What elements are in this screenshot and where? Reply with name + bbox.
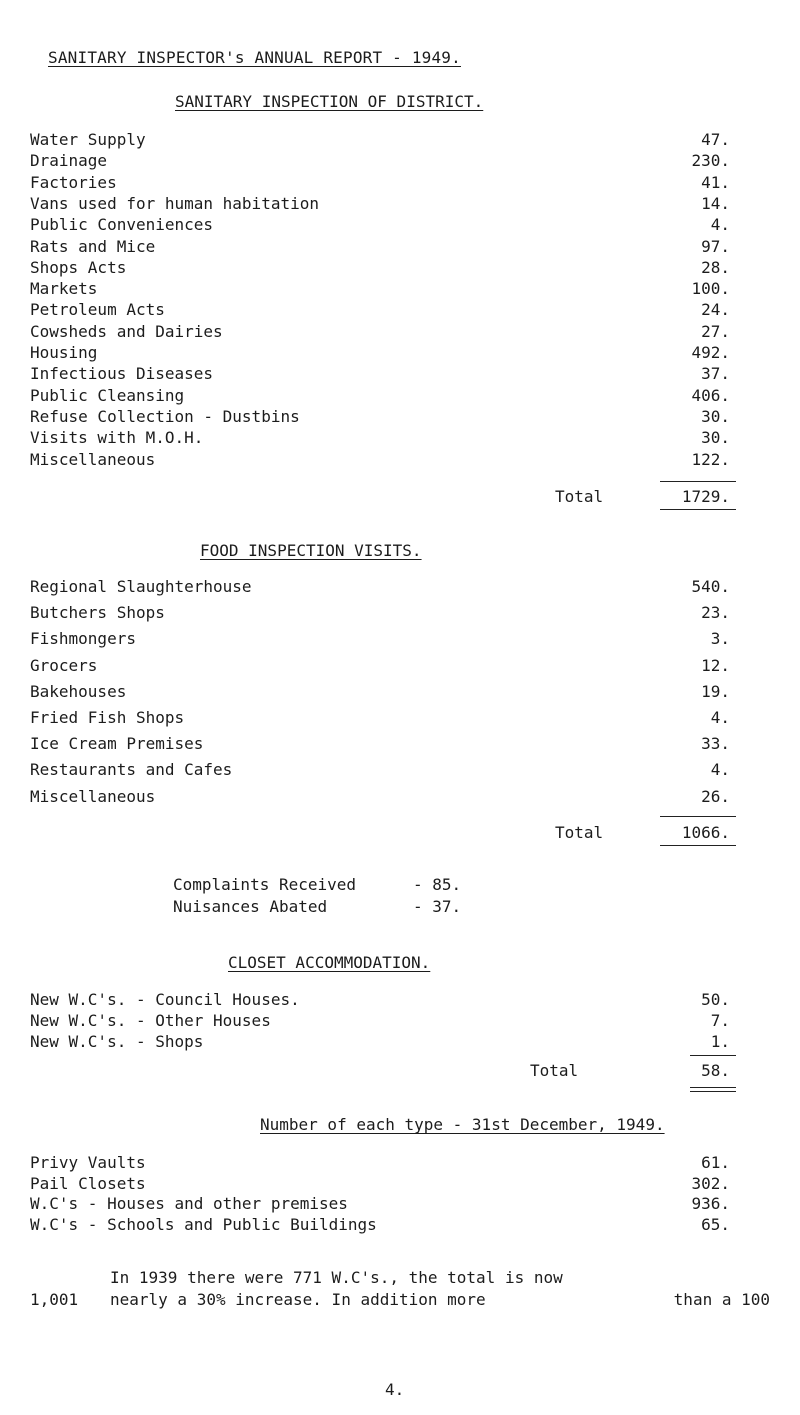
row-label: Restaurants and Cafes — [30, 760, 233, 780]
row-value: 30. — [701, 428, 730, 448]
footer-note-line1 — [30, 1268, 563, 1287]
food-row — [0, 577, 800, 597]
row-label: Housing — [30, 343, 98, 362]
inspection-row — [0, 194, 800, 214]
row-label: Drainage — [30, 151, 108, 171]
inspection-row — [0, 428, 800, 448]
inspection-row — [0, 386, 800, 406]
inspection-row — [0, 343, 800, 363]
row-label: Infectious Diseases — [30, 364, 214, 384]
subtotal-rule — [690, 1055, 736, 1056]
row-value: 4. — [710, 708, 730, 727]
row-value: 26. — [701, 786, 730, 806]
closet-row — [0, 990, 800, 1010]
row-label: Markets — [30, 279, 98, 299]
total-value: 1066. — [681, 823, 730, 842]
row-label: Bakehouses — [30, 681, 127, 701]
food-total-row — [0, 823, 800, 843]
row-label: Miscellaneous — [30, 786, 156, 806]
type-count-row — [0, 1194, 800, 1214]
food-row — [0, 656, 800, 676]
row-label: Fishmongers — [30, 629, 136, 649]
footer-note-number: 1,001 — [30, 1290, 79, 1309]
footer-note-text2: nearly a 30% increase. In addition more — [110, 1290, 486, 1309]
row-label: Water Supply — [30, 130, 146, 149]
inspection-row — [0, 450, 800, 470]
total-label: Total — [530, 1061, 579, 1080]
inspection-total-row — [0, 487, 800, 507]
row-value: 61. — [701, 1153, 730, 1172]
row-label: W.C's - Houses and other premises — [30, 1194, 348, 1213]
row-label: New W.C's. - Council Houses. — [30, 990, 300, 1009]
row-value: 302. — [691, 1173, 730, 1193]
food-row — [0, 603, 800, 623]
row-label: Shops Acts — [30, 257, 127, 277]
nuisances-row: Nuisances Abated - 37. — [173, 897, 462, 916]
total-value: 58. — [701, 1061, 730, 1080]
inspection-row — [0, 258, 800, 278]
inspection-row — [0, 173, 800, 193]
inspection-row — [0, 130, 800, 150]
row-label: Grocers — [30, 655, 98, 675]
row-value: 33. — [701, 734, 730, 754]
row-value: 50. — [701, 990, 730, 1009]
complaints-row: Complaints Received - 85. — [173, 875, 462, 894]
row-value: 936. — [691, 1194, 730, 1213]
row-value: 41. — [701, 172, 730, 192]
inspection-row — [0, 407, 800, 427]
inspection-row — [0, 151, 800, 171]
row-value: 406. — [691, 385, 730, 405]
row-label: Vans used for human habitation — [30, 193, 319, 213]
row-value: 30. — [701, 406, 730, 426]
food-row — [0, 787, 800, 807]
closet-row — [0, 1032, 800, 1052]
row-label: Refuse Collection - Dustbins — [30, 406, 300, 426]
row-label: Privy Vaults — [30, 1153, 146, 1172]
inspection-row — [0, 237, 800, 257]
row-value: 19. — [701, 681, 730, 701]
row-value: 37. — [701, 364, 730, 384]
row-label: Miscellaneous — [30, 449, 156, 469]
row-value: 4. — [710, 760, 730, 780]
row-value: 12. — [701, 655, 730, 675]
type-count-row — [0, 1174, 800, 1194]
type-count-row — [0, 1215, 800, 1235]
row-label: Cowsheds and Dairies — [30, 321, 223, 341]
total-double-rule — [690, 1091, 736, 1092]
row-label: Fried Fish Shops — [30, 708, 185, 727]
section-title-inspection: SANITARY INSPECTION OF DISTRICT. — [175, 92, 484, 111]
row-label: Public Cleansing — [30, 385, 185, 405]
inspection-row — [0, 322, 800, 342]
row-label: W.C's - Schools and Public Buildings — [30, 1214, 377, 1234]
row-label: Public Conveniences — [30, 215, 214, 235]
food-row — [0, 760, 800, 780]
row-label: New W.C's. - Other Houses — [30, 1011, 271, 1030]
total-label: Total — [555, 823, 604, 842]
row-label: Ice Cream Premises — [30, 734, 204, 754]
row-value: 47. — [701, 130, 730, 149]
inspection-row — [0, 364, 800, 384]
row-value: 28. — [701, 257, 730, 277]
inspection-row — [0, 279, 800, 299]
footer-note-tail: than a 100 — [673, 1290, 770, 1309]
row-value: 4. — [710, 215, 730, 235]
row-value: 24. — [701, 300, 730, 320]
row-value: 27. — [701, 321, 730, 341]
row-label: Factories — [30, 172, 117, 192]
row-label: Butchers Shops — [30, 603, 165, 623]
section-title-type-count: Number of each type - 31st December, 1949. — [260, 1115, 665, 1134]
food-row — [0, 682, 800, 702]
report-header: SANITARY INSPECTOR's ANNUAL REPORT - 1949. — [48, 48, 461, 67]
section-title-food: FOOD INSPECTION VISITS. — [200, 541, 422, 560]
row-value: 97. — [701, 236, 730, 256]
row-value: 14. — [701, 193, 730, 213]
complaints-label: Complaints Received — [173, 875, 357, 894]
row-label: New W.C's. - Shops — [30, 1032, 204, 1051]
nuisances-label: Nuisances Abated — [173, 897, 328, 916]
food-row — [0, 629, 800, 649]
row-value: 100. — [691, 279, 730, 299]
total-rule — [660, 509, 736, 510]
row-label: Petroleum Acts — [30, 300, 165, 320]
total-rule — [690, 1087, 736, 1088]
closet-total-row — [0, 1061, 800, 1081]
section-title-closet: CLOSET ACCOMMODATION. — [228, 953, 431, 972]
page-number: 4. — [385, 1380, 405, 1399]
inspection-row — [0, 215, 800, 235]
total-rule — [660, 845, 736, 846]
subtotal-rule — [660, 481, 736, 482]
food-row — [0, 708, 800, 728]
row-value: 7. — [710, 1011, 730, 1030]
type-count-row — [0, 1153, 800, 1173]
complaints-value: 85. — [432, 875, 462, 894]
nuisances-value: 37. — [432, 897, 462, 916]
row-label: Regional Slaughterhouse — [30, 577, 252, 596]
row-value: 3. — [710, 629, 730, 649]
row-value: 540. — [691, 577, 730, 596]
row-label: Rats and Mice — [30, 236, 156, 256]
total-value: 1729. — [681, 487, 730, 506]
row-value: 1. — [710, 1032, 730, 1051]
row-value: 492. — [691, 343, 730, 362]
row-value: 230. — [691, 151, 730, 171]
total-label: Total — [555, 487, 604, 506]
footer-note-line2 — [30, 1290, 486, 1309]
inspection-row — [0, 300, 800, 320]
closet-row — [0, 1011, 800, 1031]
row-value: 122. — [691, 449, 730, 469]
footer-note-text1: In 1939 there were 771 W.C's., the total is now — [110, 1268, 563, 1287]
food-row — [0, 734, 800, 754]
row-label: Visits with M.O.H. — [30, 428, 204, 448]
row-value: 65. — [701, 1214, 730, 1234]
row-label: Pail Closets — [30, 1173, 146, 1193]
row-value: 23. — [701, 603, 730, 623]
subtotal-rule — [660, 816, 736, 817]
